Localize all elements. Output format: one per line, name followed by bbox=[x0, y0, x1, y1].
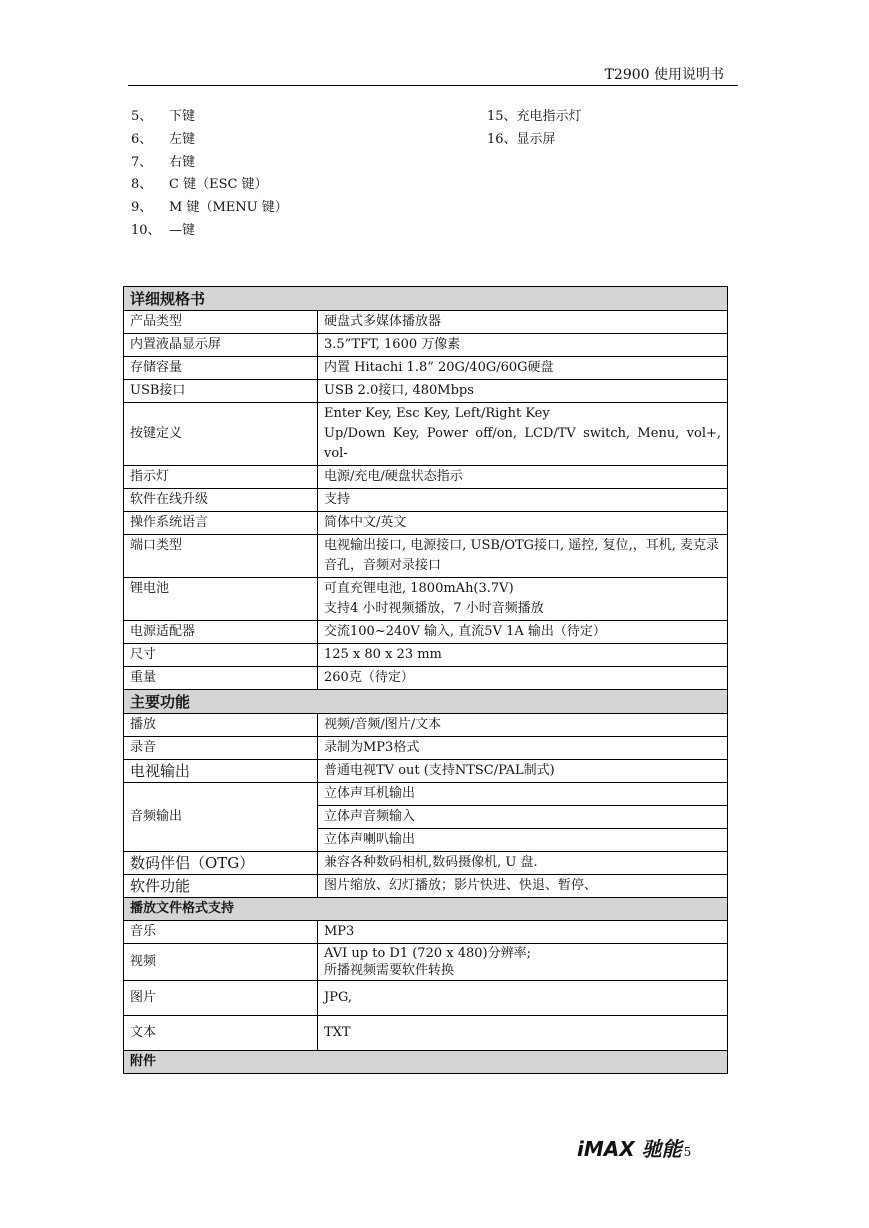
row-value-line: 可直充锂电池, 1800mAh(3.7V) bbox=[324, 581, 514, 596]
row-value bbox=[318, 578, 728, 621]
table-row bbox=[124, 1016, 728, 1051]
list-label: 充电指示灯 bbox=[516, 109, 582, 124]
list-item bbox=[487, 106, 582, 129]
row-value: 立体声耳机输出 bbox=[318, 783, 728, 806]
imax-logo: iMAX 驰能 bbox=[577, 1137, 682, 1161]
list-item bbox=[487, 129, 582, 152]
row-value: 电源/充电/硬盘状态指示 bbox=[318, 466, 728, 489]
list-number: 16、 bbox=[487, 131, 517, 147]
table-row bbox=[124, 852, 728, 875]
row-value: 立体声喇叭输出 bbox=[318, 829, 728, 852]
header-divider bbox=[128, 85, 738, 86]
row-value: 普通电视TV out (支持NTSC/PAL制式) bbox=[318, 760, 728, 783]
section-header-accessories bbox=[124, 1051, 728, 1074]
row-value: 260克（待定） bbox=[318, 667, 728, 690]
list-number: 15、 bbox=[487, 109, 517, 124]
row-value-line: Up/Down Key, Power off/on, LCD/TV switch, Menu, vol+, vol- bbox=[324, 426, 721, 461]
list-number: 5、 bbox=[131, 109, 153, 124]
list-number: 7、 bbox=[131, 154, 153, 170]
table-row bbox=[124, 667, 728, 690]
list-label: 左键 bbox=[169, 131, 196, 147]
row-key: 内置液晶显示屏 bbox=[124, 334, 318, 357]
key-list-right bbox=[487, 106, 582, 152]
row-value: 支持 bbox=[318, 489, 728, 512]
row-value: JPG, bbox=[318, 981, 728, 1016]
row-value-line: Enter Key, Esc Key, Left/Right Key bbox=[324, 406, 550, 421]
table-row bbox=[124, 921, 728, 944]
row-key: 播放 bbox=[124, 714, 318, 737]
row-value: 视频/音频/图片/文本 bbox=[318, 714, 728, 737]
table-row bbox=[124, 578, 728, 621]
table-row bbox=[124, 535, 728, 578]
list-label: 显示屏 bbox=[516, 131, 556, 147]
row-value bbox=[318, 944, 728, 981]
row-key: 按键定义 bbox=[124, 403, 318, 466]
list-item bbox=[131, 197, 288, 220]
row-key: 电源适配器 bbox=[124, 621, 318, 644]
row-key: 锂电池 bbox=[124, 578, 318, 621]
section-title: 附件 bbox=[124, 1051, 728, 1074]
list-number: 8、 bbox=[131, 177, 153, 193]
row-value: 录制为MP3格式 bbox=[318, 737, 728, 760]
row-key: 数码伴侣（OTG） bbox=[124, 852, 318, 875]
table-row bbox=[124, 875, 728, 898]
row-key: USB接口 bbox=[124, 380, 318, 403]
row-value-line: 所播视频需要软件转换 bbox=[324, 963, 455, 978]
list-label: —键 bbox=[169, 222, 196, 238]
row-value: 电视输出接口, 电源接口, USB/OTG接口, 遥控, 复位,，耳机, 麦克录音孔，音频对录接口 bbox=[318, 535, 728, 578]
table-row bbox=[124, 621, 728, 644]
row-value: 内置 Hitachi 1.8” 20G/40G/60G硬盘 bbox=[318, 357, 728, 380]
table-row bbox=[124, 944, 728, 981]
table-row bbox=[124, 981, 728, 1016]
row-value: 交流100~240V 输入, 直流5V 1A 输出（待定） bbox=[318, 621, 728, 644]
row-key: 软件在线升级 bbox=[124, 489, 318, 512]
row-value-line: AVI up to D1 (720 x 480)分辨率; bbox=[324, 946, 531, 961]
row-key: 图片 bbox=[124, 981, 318, 1016]
list-item bbox=[131, 174, 288, 197]
list-item bbox=[131, 220, 288, 243]
row-key: 视频 bbox=[124, 944, 318, 981]
section-title: 主要功能 bbox=[124, 690, 728, 714]
row-value: 3.5”TFT, 1600 万像素 bbox=[318, 334, 728, 357]
row-value: USB 2.0接口, 480Mbps bbox=[318, 380, 728, 403]
row-value bbox=[318, 403, 728, 466]
list-label: 下键 bbox=[169, 109, 196, 124]
row-value: 硬盘式多媒体播放器 bbox=[318, 311, 728, 334]
row-key: 音频输出 bbox=[124, 783, 318, 852]
list-number: 10、 bbox=[131, 222, 161, 238]
row-key: 操作系统语言 bbox=[124, 512, 318, 535]
section-title: 详细规格书 bbox=[124, 287, 728, 311]
page-number: 5 bbox=[683, 1145, 692, 1159]
row-value: 125 x 80 x 23 mm bbox=[318, 644, 728, 667]
table-row bbox=[124, 311, 728, 334]
list-number: 9、 bbox=[131, 200, 153, 216]
row-key: 录音 bbox=[124, 737, 318, 760]
row-value-line: 支持4 小时视频播放，7 小时音频播放 bbox=[324, 601, 544, 616]
table-row bbox=[124, 357, 728, 380]
table-row bbox=[124, 512, 728, 535]
row-value: 立体声音频输入 bbox=[318, 806, 728, 829]
row-value: TXT bbox=[318, 1016, 728, 1051]
row-key: 软件功能 bbox=[124, 875, 318, 898]
section-title: 播放文件格式支持 bbox=[124, 898, 728, 921]
row-value: MP3 bbox=[318, 921, 728, 944]
table-row bbox=[124, 760, 728, 783]
row-key: 重量 bbox=[124, 667, 318, 690]
row-key: 电视输出 bbox=[124, 760, 318, 783]
section-header-spec bbox=[124, 287, 728, 311]
key-list-left bbox=[131, 106, 288, 243]
row-key: 尺寸 bbox=[124, 644, 318, 667]
row-key: 文本 bbox=[124, 1016, 318, 1051]
row-value: 兼容各种数码相机,数码摄像机, U 盘. bbox=[318, 852, 728, 875]
section-header-functions bbox=[124, 690, 728, 714]
list-label: 右键 bbox=[169, 154, 196, 170]
list-item bbox=[131, 129, 288, 152]
spec-table bbox=[123, 286, 728, 1074]
row-value: 图片缩放、幻灯播放；影片快进、快退、暂停、 bbox=[318, 875, 728, 898]
table-row bbox=[124, 466, 728, 489]
document-title: T2900 使用说明书 bbox=[604, 67, 724, 83]
list-item bbox=[131, 106, 288, 129]
row-key: 音乐 bbox=[124, 921, 318, 944]
list-label: M 键（MENU 键） bbox=[169, 200, 288, 216]
row-value: 简体中文/英文 bbox=[318, 512, 728, 535]
row-key: 存储容量 bbox=[124, 357, 318, 380]
table-row bbox=[124, 737, 728, 760]
section-header-formats bbox=[124, 898, 728, 921]
table-row bbox=[124, 714, 728, 737]
table-row bbox=[124, 783, 728, 806]
table-row bbox=[124, 334, 728, 357]
table-row bbox=[124, 403, 728, 466]
list-item bbox=[131, 152, 288, 175]
table-row bbox=[124, 489, 728, 512]
row-key: 端口类型 bbox=[124, 535, 318, 578]
table-row bbox=[124, 644, 728, 667]
table-row bbox=[124, 380, 728, 403]
brand-logo bbox=[577, 1133, 691, 1162]
list-number: 6、 bbox=[131, 131, 153, 147]
row-key: 产品类型 bbox=[124, 311, 318, 334]
list-label: C 键（ESC 键） bbox=[169, 177, 268, 193]
row-key: 指示灯 bbox=[124, 466, 318, 489]
